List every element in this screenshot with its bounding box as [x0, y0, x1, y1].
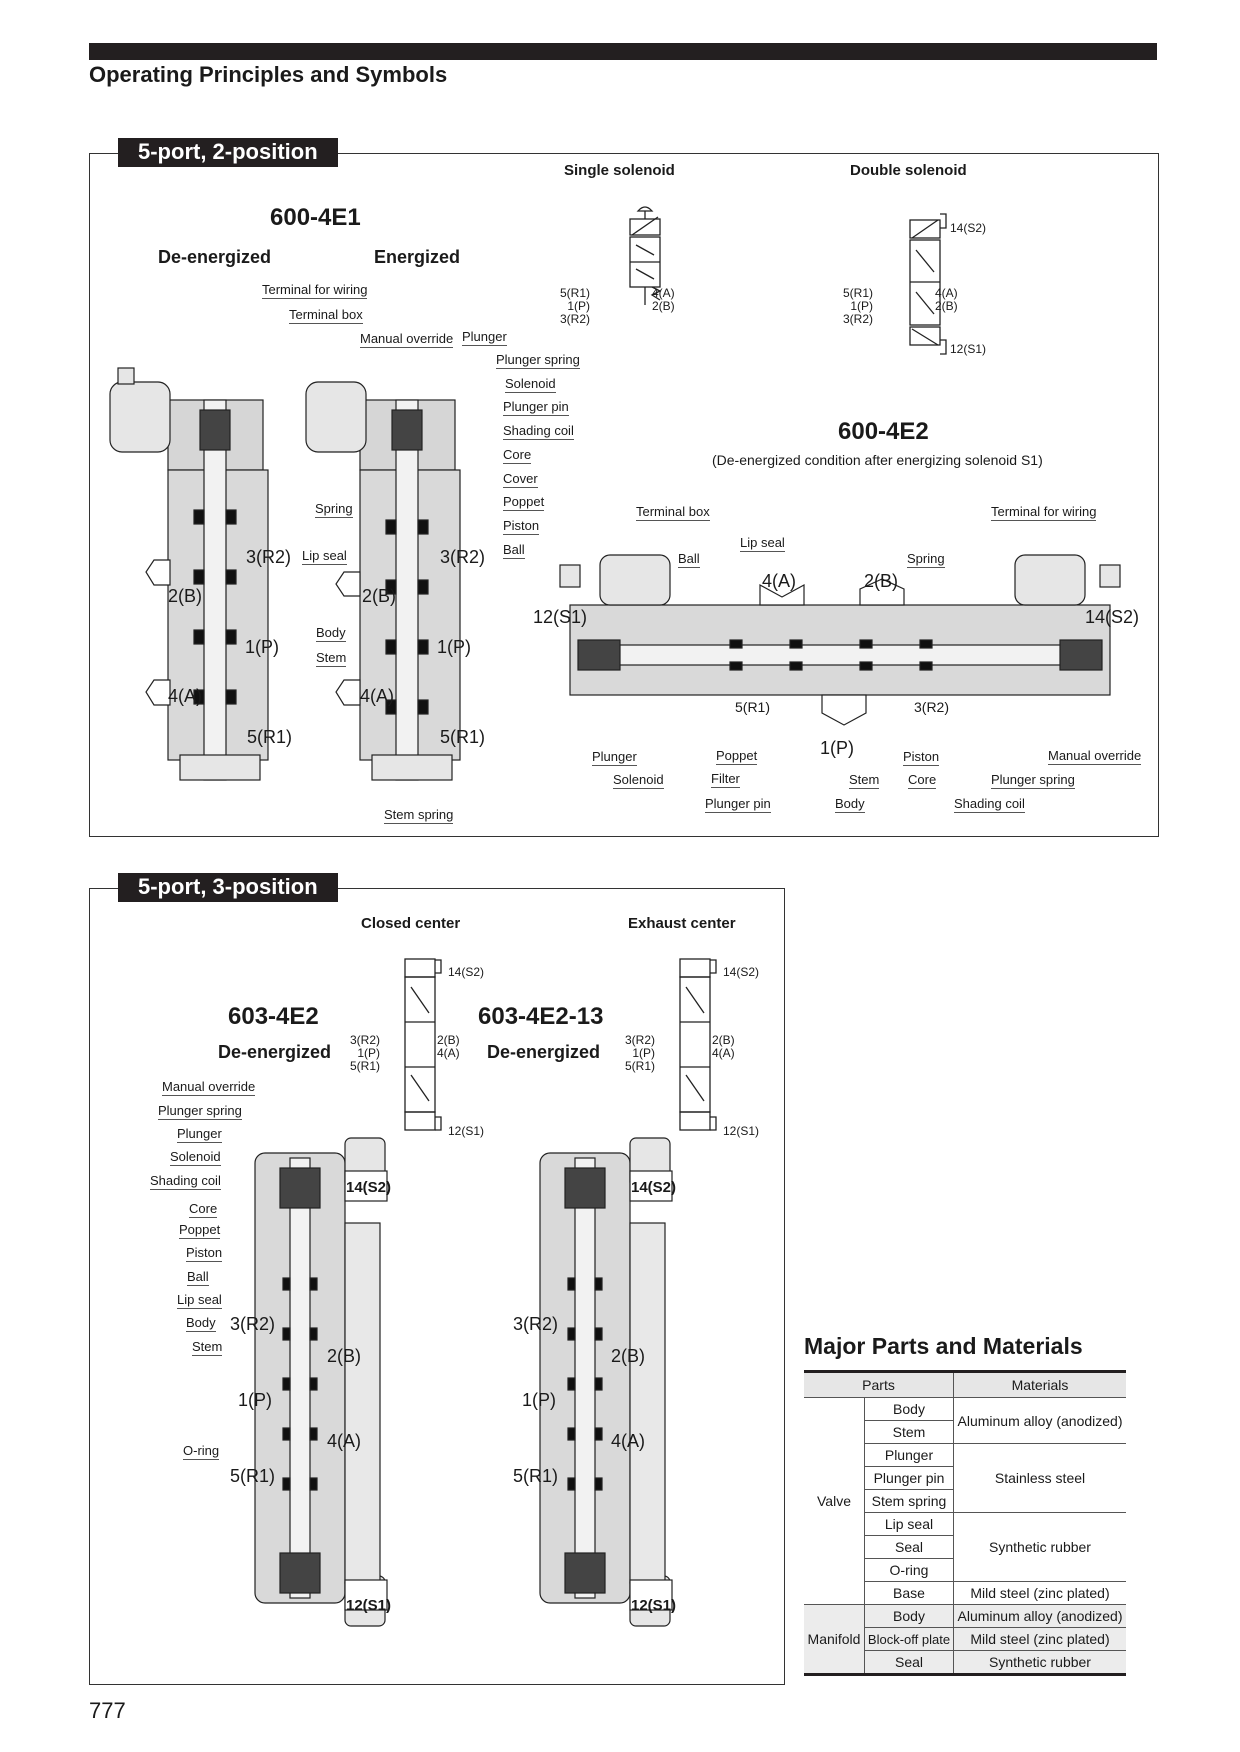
label-plunger-pin-b: Plunger pin	[705, 796, 771, 811]
single-port-5r1: 5(R1)	[560, 286, 591, 300]
label-manual-override-b: Manual override	[1048, 748, 1142, 763]
single-port-3r2: 3(R2)	[560, 312, 591, 326]
double-port-4a: 4(A)	[935, 286, 958, 300]
header-materials: Materials	[954, 1372, 1127, 1398]
port-c-s1: 12(S1)	[346, 1597, 392, 1614]
label-piston-c: Piston	[186, 1245, 223, 1260]
port-d-p: 1(P)	[522, 1390, 557, 1410]
label-solenoid-a: Solenoid	[505, 376, 556, 391]
label-shading-coil-a: Shading coil	[503, 423, 574, 438]
label-poppet-a: Poppet	[503, 494, 545, 509]
label-manual-override-c: Manual override	[162, 1079, 256, 1094]
ec-port-2b: 2(B)	[712, 1033, 735, 1047]
port-b-r2: 3(R2)	[914, 699, 950, 715]
port-b-b: 2(B)	[864, 571, 899, 591]
label-plunger-spring-b: Plunger spring	[991, 772, 1075, 787]
cc-port-1p: 1(P)	[357, 1046, 381, 1060]
ec-port-4a: 4(A)	[712, 1046, 735, 1060]
model-600-4E2-note: (De-energized condition after energizing solenoid S1)	[712, 452, 1043, 468]
label-ball-c: Ball	[187, 1269, 209, 1284]
ec-bottom-port: 12(S1)	[723, 1124, 760, 1138]
label-plunger-spring-c: Plunger spring	[158, 1103, 242, 1118]
state-de-energized: De-energized	[158, 247, 272, 267]
label-plunger-c: Plunger	[177, 1126, 222, 1141]
single-port-1p: 1(P)	[567, 299, 591, 313]
label-core-c: Core	[189, 1201, 218, 1216]
double-symbol-right-ports	[935, 287, 958, 313]
material-cell: Synthetic rubber	[954, 1513, 1127, 1582]
label-spring-a: Spring	[315, 501, 353, 516]
port-a-left-r2: 3(R2)	[246, 547, 292, 567]
single-symbol-right-ports	[652, 287, 675, 313]
part-cell: Stem spring	[865, 1490, 954, 1513]
port-a-right-p: 1(P)	[437, 637, 472, 657]
part-cell: Seal	[865, 1651, 954, 1675]
cc-right-ports	[437, 1034, 460, 1060]
label-ball-a: Ball	[503, 542, 525, 557]
label-spring-b: Spring	[907, 551, 945, 566]
port-d-r2: 3(R2)	[513, 1314, 559, 1334]
label-core-b: Core	[908, 772, 937, 787]
port-a-right-b: 2(B)	[362, 586, 397, 606]
group-valve: Valve	[804, 1398, 865, 1605]
model-603-4E2: 603-4E2	[228, 1003, 319, 1030]
label-cover-a: Cover	[503, 471, 538, 486]
material-cell: Stainless steel	[954, 1444, 1127, 1513]
group-manifold: Manifold	[804, 1605, 865, 1675]
ec-top-port: 14(S2)	[723, 965, 760, 979]
part-cell: Plunger pin	[865, 1467, 954, 1490]
valve-600-4E1-cross-sections	[110, 360, 490, 800]
label-terminal-wiring-b: Terminal for wiring	[991, 504, 1097, 519]
port-c-b: 2(B)	[327, 1346, 362, 1366]
port-c-s2: 14(S2)	[346, 1179, 392, 1196]
model-600-4E1: 600-4E1	[270, 204, 361, 231]
double-symbol-bottom-port: 12(S1)	[950, 342, 987, 356]
label-body-b: Body	[835, 796, 865, 811]
section-tab-3position: 5-port, 3-position	[118, 873, 338, 902]
port-b-p: 1(P)	[820, 738, 855, 758]
double-solenoid-heading: Double solenoid	[850, 162, 967, 179]
label-lip-seal-c: Lip seal	[177, 1292, 222, 1307]
label-body-a: Body	[316, 625, 346, 640]
double-port-5r1: 5(R1)	[843, 286, 874, 300]
double-port-2b: 2(B)	[935, 299, 958, 313]
single-solenoid-symbol	[600, 205, 690, 335]
port-c-r2: 3(R2)	[230, 1314, 276, 1334]
label-manual-override-a: Manual override	[360, 331, 454, 346]
part-cell: Seal	[865, 1536, 954, 1559]
label-piston-b: Piston	[903, 749, 940, 764]
double-symbol-left-ports	[843, 287, 873, 326]
port-a-left-r1: 5(R1)	[247, 727, 293, 747]
single-solenoid-heading: Single solenoid	[564, 162, 675, 179]
materials-header-row	[804, 1372, 1126, 1398]
label-shading-coil-c: Shading coil	[150, 1173, 221, 1188]
label-poppet-b: Poppet	[716, 748, 758, 763]
material-cell: Aluminum alloy (anodized)	[954, 1605, 1127, 1628]
cc-port-2b: 2(B)	[437, 1033, 460, 1047]
label-plunger-a: Plunger	[462, 329, 507, 344]
label-plunger-b: Plunger	[592, 749, 637, 764]
material-cell: Synthetic rubber	[954, 1651, 1127, 1675]
part-cell: Block-off plate	[865, 1628, 954, 1651]
port-a-left-p: 1(P)	[245, 637, 280, 657]
port-a-left-b: 2(B)	[168, 586, 203, 606]
part-cell: Stem	[865, 1421, 954, 1444]
double-symbol-top-port: 14(S2)	[950, 221, 987, 235]
part-cell: Body	[865, 1605, 954, 1628]
label-stem-a: Stem	[316, 650, 347, 665]
label-stem-c: Stem	[192, 1339, 223, 1354]
exhaust-center-heading: Exhaust center	[628, 915, 736, 932]
closed-center-heading: Closed center	[361, 915, 461, 932]
section-tab-2position: 5-port, 2-position	[118, 138, 338, 167]
label-stem-spring-a: Stem spring	[384, 807, 454, 822]
materials-table	[804, 1370, 1126, 1676]
valve-603-cross-sections	[250, 1128, 690, 1648]
label-o-ring-c: O-ring	[183, 1443, 220, 1458]
port-d-a: 4(A)	[611, 1431, 646, 1451]
label-terminal-wiring-a: Terminal for wiring	[262, 282, 368, 297]
cc-left-ports	[350, 1034, 380, 1073]
single-port-4a: 4(A)	[652, 286, 675, 300]
port-a-left-a: 4(A)	[168, 686, 203, 706]
ec-port-3r2: 3(R2)	[625, 1033, 656, 1047]
port-d-r1: 5(R1)	[513, 1466, 559, 1486]
port-b-a: 4(A)	[762, 571, 797, 591]
label-terminal-box-a: Terminal box	[289, 307, 363, 322]
port-c-p: 1(P)	[238, 1390, 273, 1410]
valve-600-4E2-cross-section	[560, 545, 1120, 745]
model-603-4E2-13: 603-4E2-13	[478, 1003, 604, 1030]
page-number: 777	[89, 1698, 126, 1723]
port-d-s2: 14(S2)	[631, 1179, 677, 1196]
label-lip-seal-a: Lip seal	[302, 548, 347, 563]
cc-top-port: 14(S2)	[448, 965, 485, 979]
label-body-c: Body	[186, 1315, 216, 1330]
materials-title: Major Parts and Materials	[804, 1333, 1083, 1359]
state-603-4E2-13: De-energized	[487, 1042, 601, 1062]
cc-port-5r1: 5(R1)	[350, 1059, 381, 1073]
port-b-s1: 12(S1)	[533, 607, 588, 627]
label-lip-seal-b: Lip seal	[740, 535, 785, 550]
ec-left-ports	[625, 1034, 655, 1073]
double-port-3r2: 3(R2)	[843, 312, 874, 326]
label-ball-b: Ball	[678, 551, 700, 566]
part-cell: O-ring	[865, 1559, 954, 1582]
part-cell: Body	[865, 1398, 954, 1421]
material-cell: Aluminum alloy (anodized)	[954, 1398, 1127, 1444]
double-port-1p: 1(P)	[850, 299, 874, 313]
label-filter-b: Filter	[711, 771, 740, 786]
label-terminal-box-b: Terminal box	[636, 504, 710, 519]
label-poppet-c: Poppet	[179, 1222, 221, 1237]
header-parts: Parts	[804, 1372, 954, 1398]
page-title: Operating Principles and Symbols	[89, 62, 448, 87]
label-plunger-pin-a: Plunger pin	[503, 399, 569, 414]
material-cell: Mild steel (zinc plated)	[954, 1582, 1127, 1605]
port-a-right-r2: 3(R2)	[440, 547, 486, 567]
model-600-4E2: 600-4E2	[838, 418, 929, 445]
ec-right-ports	[712, 1034, 735, 1060]
material-cell: Mild steel (zinc plated)	[954, 1628, 1127, 1651]
part-cell: Base	[865, 1582, 954, 1605]
port-d-s1: 12(S1)	[631, 1597, 677, 1614]
state-603-4E2: De-energized	[218, 1042, 332, 1062]
label-shading-coil-b: Shading coil	[954, 796, 1025, 811]
port-c-r1: 5(R1)	[230, 1466, 276, 1486]
port-d-b: 2(B)	[611, 1346, 646, 1366]
label-core-a: Core	[503, 447, 532, 462]
ec-port-1p: 1(P)	[632, 1046, 656, 1060]
label-solenoid-c: Solenoid	[170, 1149, 221, 1164]
cc-bottom-port: 12(S1)	[448, 1124, 485, 1138]
cc-port-3r2: 3(R2)	[350, 1033, 381, 1047]
state-energized: Energized	[374, 247, 461, 267]
cc-port-4a: 4(A)	[437, 1046, 460, 1060]
label-plunger-spring-a: Plunger spring	[496, 352, 580, 367]
label-stem-b: Stem	[849, 772, 880, 787]
port-a-right-r1: 5(R1)	[440, 727, 486, 747]
table-row	[804, 1605, 1126, 1628]
single-symbol-left-ports	[560, 287, 590, 326]
port-a-right-a: 4(A)	[360, 686, 395, 706]
header-bar	[89, 43, 1157, 60]
port-b-r1: 5(R1)	[735, 699, 771, 715]
part-cell: Plunger	[865, 1444, 954, 1467]
single-port-2b: 2(B)	[652, 299, 675, 313]
ec-port-5r1: 5(R1)	[625, 1059, 656, 1073]
port-b-s2: 14(S2)	[1085, 607, 1140, 627]
table-row	[804, 1398, 1126, 1421]
part-cell: Lip seal	[865, 1513, 954, 1536]
label-solenoid-b: Solenoid	[613, 772, 664, 787]
port-c-a: 4(A)	[327, 1431, 362, 1451]
label-piston-a: Piston	[503, 518, 540, 533]
